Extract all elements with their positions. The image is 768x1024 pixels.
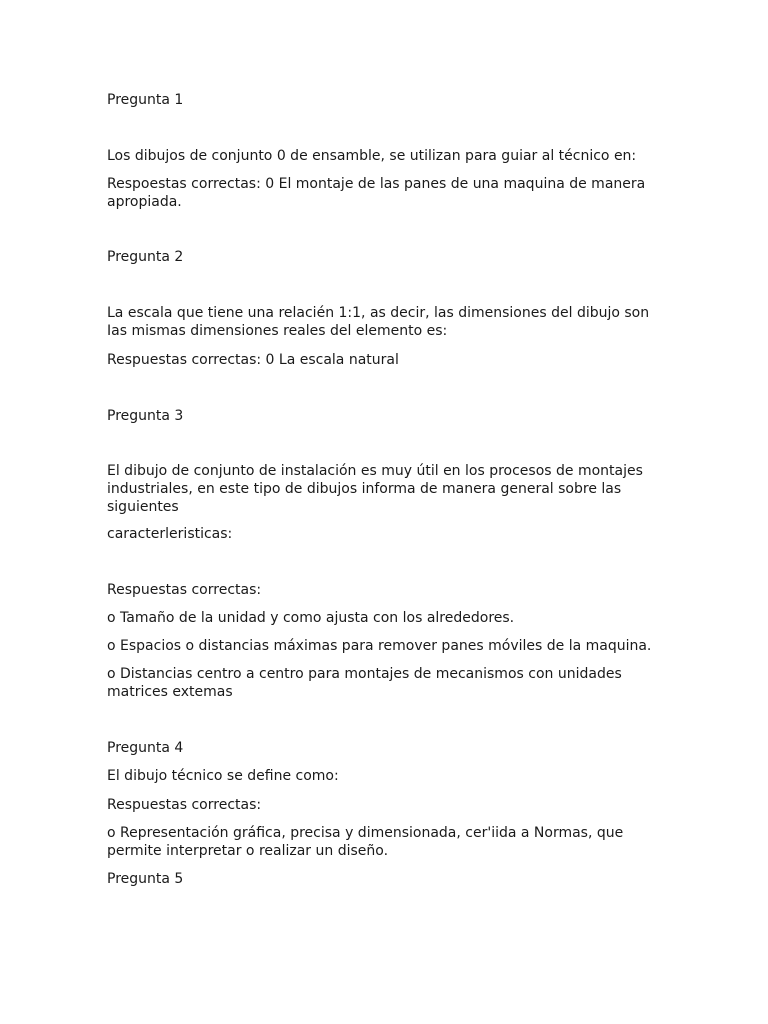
question-1-text: Los dibujos de conjunto 0 de ensamble, se utilizan para guiar al técnico en:	[107, 148, 637, 164]
question-1-heading: Pregunta 1	[107, 92, 184, 108]
question-3-text-continued: caracterleristicas:	[107, 526, 233, 542]
question-4-text: El dibujo técnico se define como:	[107, 768, 339, 784]
question-3-answer-item: o Espacios o distancias máximas para remover panes móviles de la maquina.	[107, 638, 652, 654]
question-4-answer-label: Respuestas correctas:	[107, 797, 262, 813]
question-3-answer-label: Respuestas correctas:	[107, 582, 262, 598]
question-2-answer: Respuestas correctas: 0 La escala natural	[107, 352, 399, 368]
question-5-heading: Pregunta 5	[107, 871, 184, 887]
question-4-answer-item: o Representación gráfica, precisa y dimensionada, cer'iida a Normas, que permite interpretar o realizar un diseño.	[107, 825, 624, 859]
question-3-text: El dibujo de conjunto de instalación es muy útil en los procesos de montajes industriales, en este tipo de dibujos informa de manera general sobre las siguientes	[107, 463, 643, 515]
question-3-answer-item: o Distancias centro a centro para montajes de mecanismos con unidades matrices extemas	[107, 666, 622, 700]
question-2-heading: Pregunta 2	[107, 249, 184, 265]
question-1-answer: Respoestas correctas: 0 El montaje de las panes de una maquina de manera apropiada.	[107, 176, 646, 210]
question-3-answer-item: o Tamaño de la unidad y como ajusta con los alrededores.	[107, 610, 515, 626]
question-4-heading: Pregunta 4	[107, 740, 184, 756]
question-3-heading: Pregunta 3	[107, 408, 184, 424]
question-2-text: La escala que tiene una relacién 1:1, as decir, las dimensiones del dibujo son Ias mismas dimensiones reales del elemento es:	[107, 305, 650, 339]
